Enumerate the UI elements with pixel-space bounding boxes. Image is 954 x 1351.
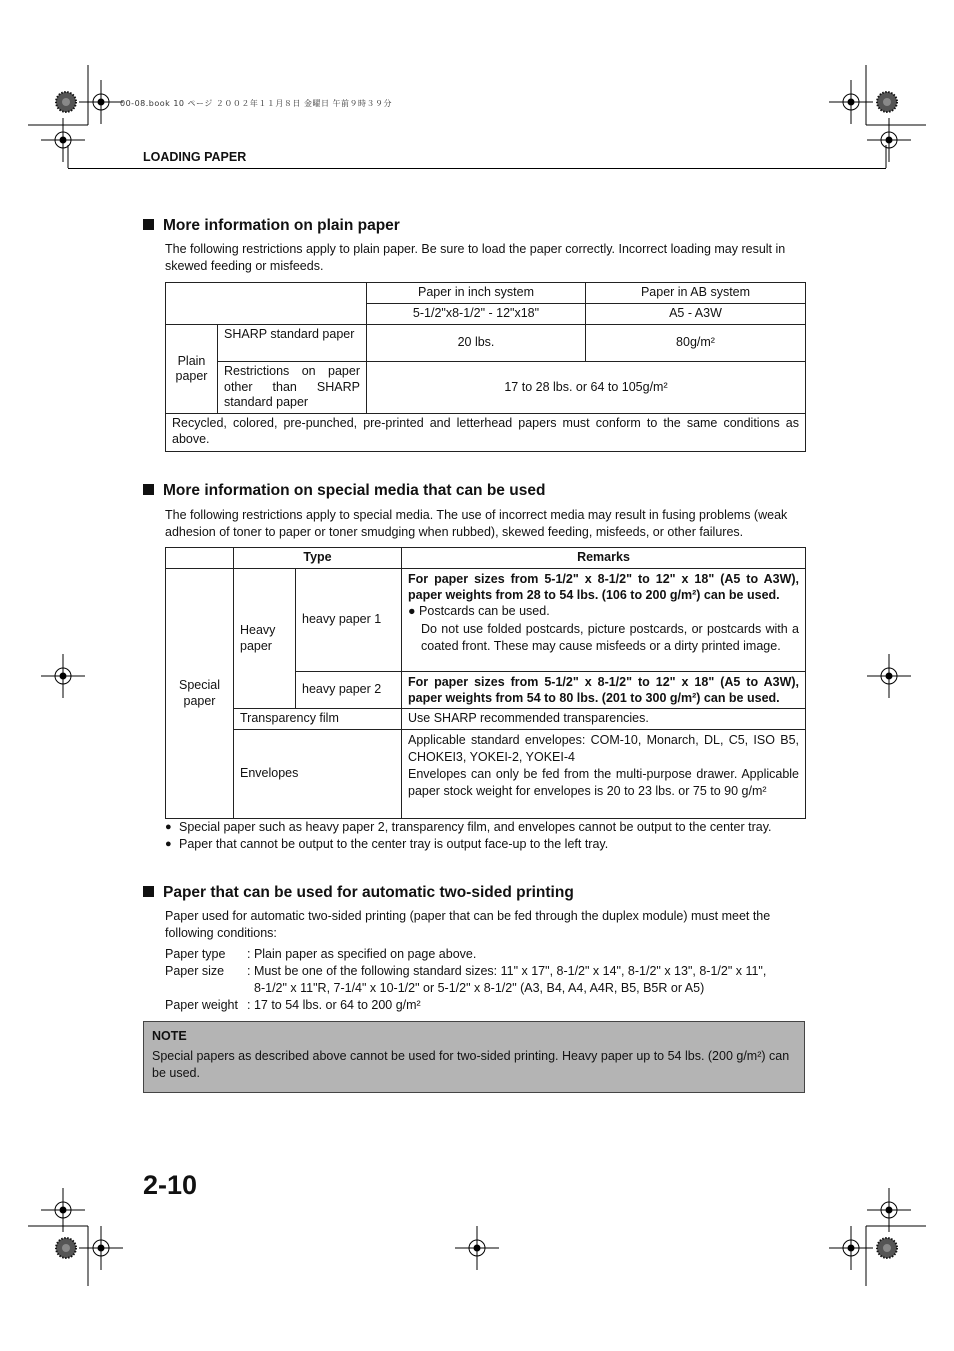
section-label: LOADING PAPER bbox=[143, 150, 247, 164]
heading-square-icon bbox=[143, 219, 154, 230]
header-rule bbox=[68, 168, 886, 169]
print-header: 00-08.book 10 ページ ２００２年１１月８日 金曜日 午前９時３９分 bbox=[120, 99, 393, 108]
special-media-heading bbox=[143, 482, 545, 500]
duplex-heading bbox=[143, 884, 574, 902]
heavy-paper-label: Heavy paper bbox=[234, 569, 296, 709]
envelopes-remarks bbox=[402, 730, 806, 819]
transparency-remark: Use SHARP recommended transparencies. bbox=[402, 709, 806, 730]
col-header-type: Type bbox=[234, 548, 402, 569]
heading-square-icon bbox=[143, 886, 154, 897]
note-box bbox=[143, 1021, 805, 1093]
special-media-intro: The following restrictions apply to special media. The use of incorrect media may result in fusing problems (weak adhesion of toner to paper or toner smudging when rubbed), skewed feeding, misfeeds, or other failures. bbox=[165, 508, 788, 539]
paper-weight-label: Paper weight bbox=[165, 998, 238, 1012]
row-label-plain: Plain paper bbox=[166, 325, 218, 414]
list-item: ● Paper that cannot be output to the center tray is output face-up to the left tray. bbox=[165, 836, 805, 853]
plain-paper-heading bbox=[143, 217, 400, 235]
plain-paper-table bbox=[165, 282, 806, 452]
sharp-ab-value: 80g/m² bbox=[586, 325, 806, 362]
heading-square-icon bbox=[143, 484, 154, 495]
plain-table-footer: Recycled, colored, pre-punched, pre-printed and letterhead papers must conform to the same conditions as above. bbox=[166, 414, 806, 452]
heavy-paper-2-spec: For paper sizes from 5-1/2" x 8-1/2" to 12" x 18" (A5 to A3W), paper weights from 54 to 80 lbs. (201 to 300 g/m²) can be used. bbox=[402, 672, 806, 709]
special-media-notes bbox=[165, 819, 805, 853]
paper-size-value-line1: : Must be one of the following standard sizes: 11" x 17", 8-1/2" x 14", 8-1/2" x 13", 8-1/2" x 11", bbox=[247, 964, 767, 978]
heavy-paper-1-label: heavy paper 1 bbox=[296, 569, 402, 672]
plain-paper-heading-text: More information on plain paper bbox=[163, 217, 400, 234]
duplex-intro: Paper used for automatic two-sided printing (paper that can be fed through the duplex module) must meet the following conditions: bbox=[165, 909, 771, 940]
heavy-paper-2-label: heavy paper 2 bbox=[296, 672, 402, 709]
heavy-paper-1-remarks bbox=[402, 569, 806, 672]
size-ab: A5 - A3W bbox=[586, 304, 806, 325]
paper-size-value-line2: 8-1/2" x 11"R, 7-1/4" x 10-1/2" or 5-1/2" x 8-1/2" (A3, B4, A4, A4R, B5, B5R or A5) bbox=[254, 981, 705, 995]
transparency-label: Transparency film bbox=[234, 709, 402, 730]
page-number: 2-10 bbox=[143, 1170, 198, 1200]
sharp-standard-label: SHARP standard paper bbox=[218, 325, 367, 362]
plain-paper-intro: The following restrictions apply to plain paper. Be sure to load the paper correctly. Incorrect loading may result in skewed feeding or misfeeds. bbox=[165, 242, 786, 273]
table-corner bbox=[166, 548, 234, 569]
duplex-heading-text: Paper that can be used for automatic two-sided printing bbox=[163, 884, 574, 901]
envelopes-label: Envelopes bbox=[234, 730, 402, 819]
col-header-inch: Paper in inch system bbox=[367, 283, 586, 304]
note-text: Special papers as described above cannot be used for two-sided printing. Heavy paper up to 54 lbs. (200 g/m²) can be used. bbox=[152, 1049, 790, 1080]
sharp-inch-value: 20 lbs. bbox=[367, 325, 586, 362]
heavy-paper-1-spec: For paper sizes from 5-1/2" x 8-1/2" to 12" x 18" (A5 to A3W), paper weights from 28 to 54 lbs. (106 to 200 g/m²) can be used. bbox=[408, 572, 799, 602]
postcards-bullet bbox=[408, 603, 799, 619]
paper-size-label: Paper size bbox=[165, 964, 225, 978]
paper-type-label: Paper type bbox=[165, 947, 226, 961]
envelopes-standard: Applicable standard envelopes: COM-10, Monarch, DL, C5, ISO B5, CHOKEI3, YOKEI-2, YOKEI-4 bbox=[408, 733, 799, 764]
envelopes-feed: Envelopes can only be fed from the multi-purpose drawer. Applicable paper stock weight for envelopes is 20 to 23 lbs. or 75 to 90 g/m² bbox=[408, 767, 799, 798]
note-title: NOTE bbox=[152, 1029, 187, 1043]
paper-type-value: : Plain paper as specified on page above. bbox=[247, 947, 477, 961]
special-media-table bbox=[165, 547, 806, 819]
table-corner bbox=[166, 283, 367, 325]
row-label-special: Special paper bbox=[166, 569, 234, 819]
postcards-text: Postcards can be used. bbox=[419, 604, 550, 618]
paper-weight-value: : 17 to 54 lbs. or 64 to 200 g/m² bbox=[247, 998, 421, 1012]
col-header-remarks: Remarks bbox=[402, 548, 806, 569]
size-inch: 5-1/2"x8-1/2" - 12"x18" bbox=[367, 304, 586, 325]
col-header-ab: Paper in AB system bbox=[586, 283, 806, 304]
bullet-icon: ● bbox=[408, 604, 420, 618]
other-paper-value: 17 to 28 lbs. or 64 to 105g/m² bbox=[367, 362, 806, 414]
list-item: ● Special paper such as heavy paper 2, transparency film, and envelopes cannot be output to the center tray. bbox=[165, 819, 805, 836]
other-paper-label: Restrictions on paper other than SHARP standard paper bbox=[218, 362, 367, 414]
postcards-note: Do not use folded postcards, picture postcards, or postcards with a coated front. These may cause misfeeds or a dirty printed image. bbox=[421, 622, 799, 653]
special-media-heading-text: More information on special media that can be used bbox=[163, 482, 546, 499]
